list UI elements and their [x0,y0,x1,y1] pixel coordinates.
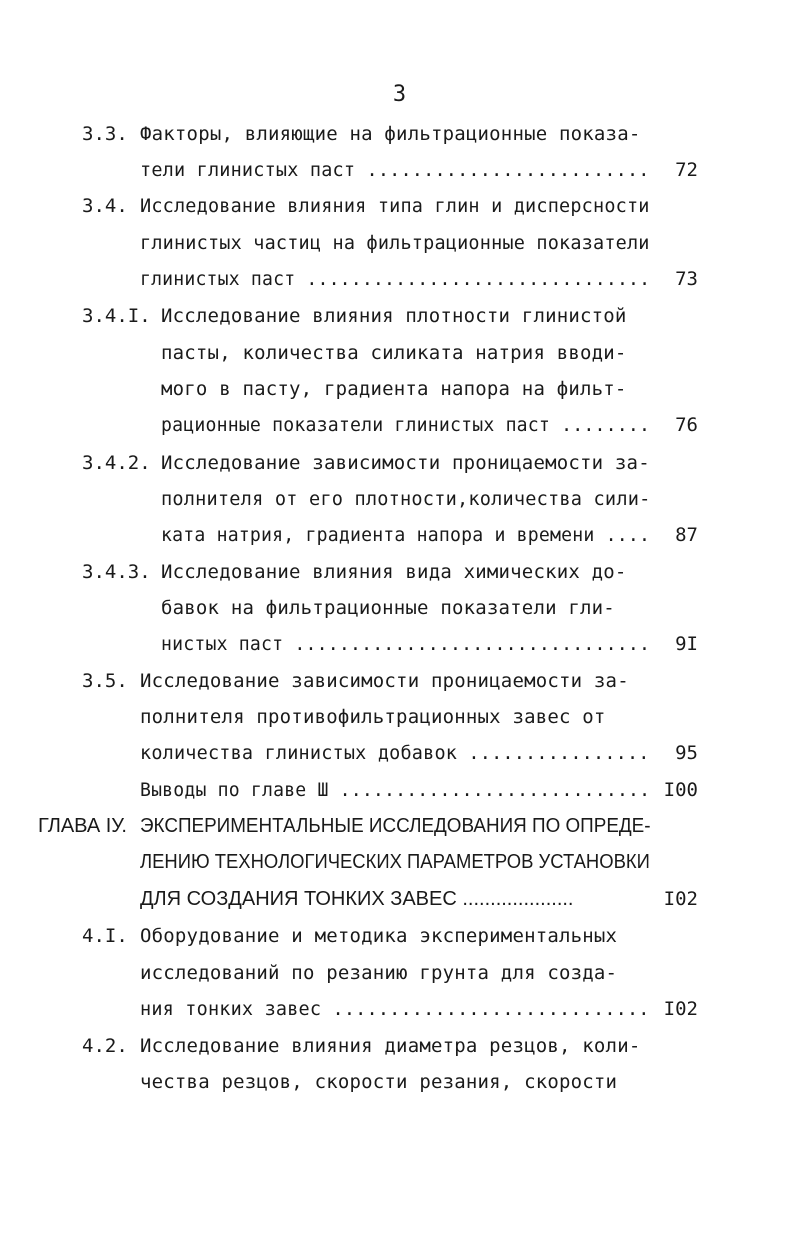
entry-line: пасты, количества силиката натрия вводи- [161,342,627,364]
entry-line: мого в пасту, градиента напора на фильт- [161,378,627,400]
entry-line: полнителя противофильтрационных завес от [140,706,606,728]
entry-page: 9I [675,633,698,655]
entry-line: Выводы по главе Ш ............................ [140,779,651,801]
entry-page: I02 [663,888,698,910]
entry-page: 95 [675,742,698,764]
entry-line: исследований по резанию грунта для созда- [140,962,618,984]
chapter-title-line: ЛЕНИЮ ТЕХНОЛОГИЧЕСКИХ ПАРАМЕТРОВ УСТАНОВКИ [140,851,650,873]
entry-line: Исследование зависимости проницаемости за- [140,670,629,692]
entry-page: I00 [663,779,698,801]
entry-line: глинистых паст ............................... [140,268,651,290]
entry-page: I02 [663,998,698,1020]
entry-number: 3.4.2. [82,452,151,474]
entry-line: нистых паст ................................ [161,633,651,655]
entry-number: 4.2. [82,1035,128,1057]
entry-line: Исследование влияния диаметра резцов, коли- [140,1035,641,1057]
entry-line: ния тонких завес ............................ [140,998,650,1020]
entry-line: Факторы, влияющие на фильтрационные показа- [140,123,641,145]
page-number: 3 [392,82,407,107]
chapter-title-line: ЭКСПЕРИМЕНТАЛЬНЫЕ ИССЛЕДОВАНИЯ ПО ОПРЕДЕ- [140,815,651,837]
entry-line: Оборудование и методика экспериментальных [140,925,618,947]
entry-line: полнителя от его плотности,количества сили- [161,488,651,510]
entry-number: 3.4. [82,195,128,217]
entry-page: 87 [675,524,698,546]
entry-line: ката натрия, градиента напора и времени .... [161,524,651,546]
entry-line: чества резцов, скорости резания, скорости [140,1071,618,1093]
entry-page: 76 [675,414,698,436]
entry-number: 3.3. [82,123,128,145]
entry-number: 3.4.3. [82,561,151,583]
entry-number: 4.I. [82,925,128,947]
entry-line: количества глинистых добавок ................ [140,742,650,764]
entry-line: бавок на фильтрационные показатели гли- [161,597,615,619]
entry-line: Исследование влияния типа глин и дисперсности [140,195,650,217]
entry-line: глинистых частиц на фильтрационные показатели [140,232,650,254]
entry-page: 73 [675,268,698,290]
entry-line: тели глинистых паст ......................... [140,159,650,181]
chapter-title-line: ДЛЯ СОЗДАНИЯ ТОНКИХ ЗАВЕС .................... [140,888,574,910]
chapter-number: ГЛАВА IУ. [38,815,127,837]
entry-number: 3.5. [82,670,128,692]
entry-line: рационные показатели глинистых паст ........ [161,414,651,436]
entry-line: Исследование влияния плотности глинистой [161,305,627,327]
entry-line: Исследование влияния вида химических до- [161,561,627,583]
entry-page: 72 [675,159,698,181]
entry-line: Исследование зависимости проницаемости за- [161,452,650,474]
entry-number: 3.4.I. [82,305,151,327]
